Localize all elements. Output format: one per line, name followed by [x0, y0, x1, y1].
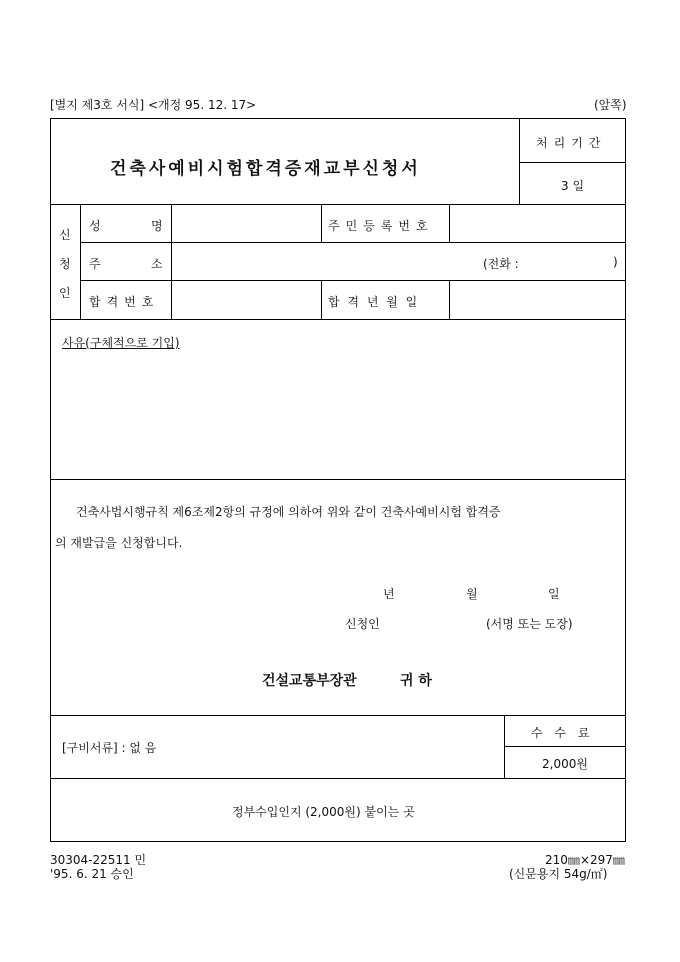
processing-period-label: 처리기간 — [536, 136, 607, 150]
fee-amount: 2,000원 — [542, 757, 588, 771]
applicant-label-1: 신 — [59, 228, 71, 242]
resident-number-field[interactable] — [451, 206, 624, 240]
address-label-start: 주 — [89, 257, 101, 271]
address-label-end: 소 — [151, 257, 163, 271]
approval-date: '95. 6. 21 승인 — [50, 867, 134, 881]
pass-number-label: 합격번호 — [89, 295, 160, 309]
applicant-label-2: 청 — [59, 257, 71, 271]
name-label-end: 명 — [151, 219, 163, 233]
pass-date-label: 합 격 년 월 일 — [328, 295, 418, 309]
signature-label: 신청인 — [345, 617, 380, 631]
statement-line-1: 건축사법시행규칙 제6조제2항의 규정에 의하여 위와 같이 건축사예비시험 합격증 — [76, 505, 501, 519]
statement-line-2: 의 재발급을 신청합니다. — [55, 536, 183, 550]
paper-type: (신문용지 54g/㎡) — [509, 867, 608, 881]
date-month: 월 — [466, 587, 478, 601]
phone-label: (전화 : — [483, 257, 519, 271]
reason-field[interactable] — [52, 356, 624, 476]
pass-date-field[interactable] — [451, 282, 624, 317]
form-code: 30304-22511 민 — [50, 853, 147, 867]
address-field[interactable] — [173, 244, 624, 278]
phone-close: ) — [613, 255, 618, 269]
form-reference: [별지 제3호 서식] <개정 95. 12. 17> — [50, 98, 257, 112]
name-field[interactable] — [173, 206, 319, 240]
page-side-label: (앞쪽) — [594, 98, 627, 112]
pass-number-field[interactable] — [173, 282, 319, 317]
reason-label: 사유(구체적으로 기입) — [62, 336, 180, 350]
addressee-honorific: 귀 하 — [400, 673, 432, 689]
revenue-stamp-area: 정부수입인지 (2,000원) 붙이는 곳 — [232, 805, 415, 819]
date-year: 년 — [383, 587, 395, 601]
addressee-name: 건설교통부장관 — [262, 673, 357, 689]
processing-period-value: 3 일 — [561, 179, 585, 193]
resident-number-label: 주민등록번호 — [328, 219, 434, 233]
fee-label: 수 수 료 — [531, 726, 590, 740]
form-title: 건축사예비시험합격증재교부신청서 — [110, 159, 421, 179]
date-day: 일 — [548, 587, 560, 601]
applicant-label-3: 인 — [59, 286, 71, 300]
signature-note: (서명 또는 도장) — [486, 617, 573, 631]
required-documents: [구비서류] : 없 음 — [62, 741, 157, 755]
paper-size: 210㎜×297㎜ — [545, 853, 625, 867]
name-label-start: 성 — [89, 219, 101, 233]
